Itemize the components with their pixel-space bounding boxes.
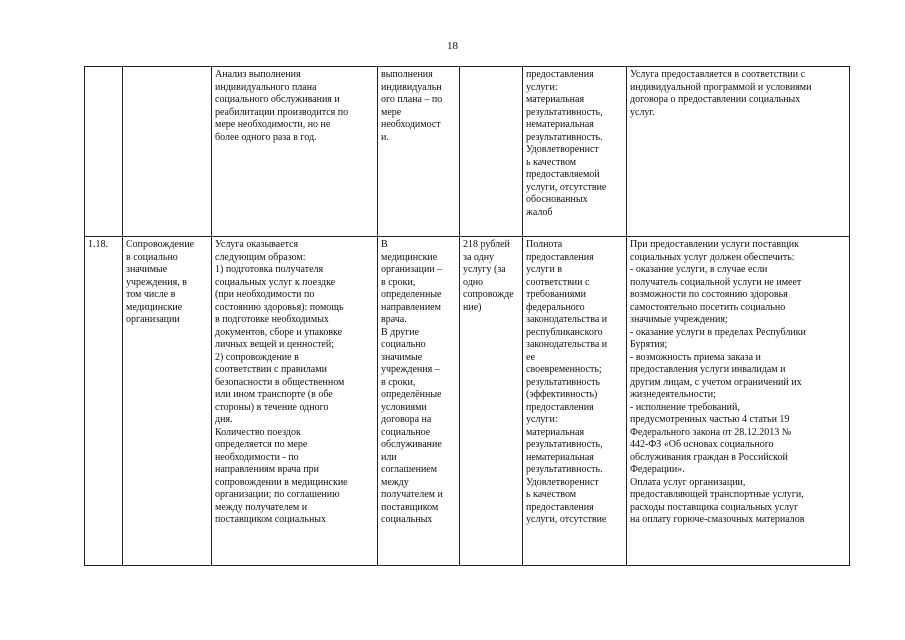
- text-line: стороны) в течение одного: [215, 401, 329, 413]
- text-line: законодательства и: [526, 314, 608, 325]
- text-line: результативность: [526, 376, 601, 388]
- text-line: в социально: [126, 251, 178, 263]
- text-line: выполнения: [381, 69, 433, 80]
- text-line: В: [381, 239, 388, 250]
- services-table: [84, 66, 850, 566]
- text-line: социально: [381, 339, 426, 350]
- text-line: реабилитации производится по: [215, 106, 349, 118]
- text-line: определённые: [381, 389, 442, 400]
- cell-description: [212, 237, 378, 566]
- text-line: за одну: [463, 251, 495, 263]
- text-line: Оплата услуг организации,: [630, 476, 746, 488]
- text-line: обслуживания граждан в Российской: [630, 451, 788, 463]
- text-line: между: [381, 476, 409, 488]
- text-line: жалоб: [526, 206, 553, 218]
- text-line: ь качеством: [526, 489, 577, 500]
- text-line: Анализ выполнения: [215, 69, 301, 80]
- cell-num: [85, 67, 123, 237]
- text-line: медицинские: [126, 301, 183, 313]
- text-line: предоставляющей транспортные услуги,: [630, 489, 804, 500]
- text-line: Сопровождение: [126, 239, 195, 250]
- text-line: республиканского: [526, 326, 603, 338]
- text-line: федерального: [526, 301, 585, 313]
- text-line: ние): [463, 301, 482, 313]
- text-line: соглашением: [381, 464, 438, 475]
- text-line: При предоставлении услуги поставщик: [630, 239, 799, 250]
- text-line: - исполнение требований,: [630, 401, 740, 413]
- cell-conditions: [627, 237, 850, 566]
- text-line: услуги, отсутствие: [526, 514, 607, 525]
- text-line: ого плана – по: [381, 94, 443, 105]
- cell-quality: [523, 67, 627, 237]
- text-line: своевременность;: [526, 364, 602, 375]
- text-line: учреждения, в: [126, 276, 187, 288]
- text-line: договора на: [381, 414, 432, 425]
- text-line: или ином транспорте (в обе: [215, 389, 333, 400]
- cell-quality: [523, 237, 627, 566]
- cell-tariff: [460, 67, 523, 237]
- text-line: Услуга предоставляется в соответствии с: [630, 69, 806, 80]
- text-line: требованиями: [526, 289, 587, 300]
- text-line: В другие: [381, 326, 420, 338]
- text-line: - оказание услуги, в случае если: [630, 264, 768, 275]
- text-line: услуг.: [630, 106, 655, 118]
- text-line: состоянию здоровья): помощь: [215, 301, 344, 313]
- text-line: предоставления: [526, 69, 594, 80]
- text-line: услуги:: [526, 81, 558, 93]
- text-line: законодательства и: [526, 339, 608, 350]
- text-line: одно: [463, 276, 484, 288]
- text-line: обслуживание: [381, 439, 442, 450]
- text-line: безопасности в общественном: [215, 376, 345, 388]
- text-line: социальное: [381, 426, 431, 438]
- table-row: [85, 67, 850, 237]
- text-line: результативность,: [526, 106, 603, 118]
- text-line: Услуга оказывается: [215, 239, 299, 250]
- text-line: договора о предоставлении социальных: [630, 94, 801, 105]
- text-line: поставщиком: [381, 501, 439, 513]
- text-line: Количество поездок: [215, 426, 301, 438]
- text-line: документов, сборе и упаковке: [215, 326, 343, 338]
- text-line: предоставления: [526, 501, 594, 513]
- text-line: организации; по соглашению: [215, 489, 340, 500]
- text-line: 2) сопровождение в: [215, 351, 299, 363]
- text-line: условиями: [381, 401, 427, 413]
- text-line: организации –: [381, 264, 443, 275]
- text-line: предоставления: [526, 401, 594, 413]
- text-line: организации: [126, 314, 180, 325]
- text-line: услуги, отсутствие: [526, 181, 607, 193]
- text-line: - оказание услуги в пределах Республики: [630, 326, 806, 338]
- text-line: поставщиком социальных: [215, 514, 327, 525]
- text-line: Полнота: [526, 239, 563, 250]
- text-line: результативность.: [526, 464, 603, 475]
- cell-tariff: [460, 237, 523, 566]
- cell-num: [85, 237, 123, 566]
- text-line: материальная: [526, 94, 585, 105]
- text-line: Федерального закона от 28.12.2013 №: [630, 426, 792, 438]
- text-line: обоснованных: [526, 194, 588, 205]
- text-line: в сроки,: [381, 276, 416, 288]
- text-line: предоставления: [526, 251, 594, 263]
- text-line: социального обслуживания и: [215, 94, 340, 105]
- text-line: учреждения –: [381, 364, 440, 375]
- text-line: расходы поставщика социальных услуг: [630, 501, 799, 513]
- text-line: определенные: [381, 289, 442, 300]
- text-line: значимые учреждения;: [630, 314, 728, 325]
- text-line: медицинские: [381, 251, 438, 263]
- text-line: необходимости - по: [215, 451, 299, 463]
- text-line: следующим образом:: [215, 251, 306, 263]
- text-line: сопровожде: [463, 289, 514, 300]
- cell-service: [123, 67, 212, 237]
- text-line: сопровождении в медицинские: [215, 476, 348, 488]
- text-line: 1.18.: [88, 239, 108, 250]
- text-line: получатель социальной услуги не имеет: [630, 276, 802, 288]
- text-line: (эффективность): [526, 389, 598, 400]
- text-line: направлением: [381, 301, 441, 313]
- text-line: значимые: [126, 264, 168, 275]
- text-line: значимые: [381, 351, 423, 363]
- text-line: возможности по состоянию здоровья: [630, 289, 788, 300]
- text-line: ь качеством: [526, 156, 577, 168]
- text-line: мере: [381, 106, 402, 118]
- text-line: услугу (за: [463, 264, 506, 275]
- text-line: другим лицам, с учетом ограничений их: [630, 376, 802, 388]
- text-line: получателем и: [381, 489, 443, 500]
- text-line: индивидуальной программой и условиями: [630, 81, 812, 93]
- page-number: 18: [447, 40, 458, 52]
- cell-conditions: [627, 67, 850, 237]
- text-line: соответствии с правилами: [215, 364, 327, 375]
- text-line: услуги в: [526, 264, 563, 275]
- text-line: Федерации».: [630, 464, 685, 475]
- text-line: Бурятия;: [630, 339, 668, 350]
- text-line: нематериальная: [526, 119, 594, 130]
- text-line: в подготовке необходимых: [215, 314, 329, 325]
- text-line: определяется по мере: [215, 439, 308, 450]
- text-line: 442-ФЗ «Об основах социального: [630, 439, 774, 450]
- text-line: предусмотренных частью 4 статьи 19: [630, 414, 790, 425]
- text-line: мере необходимости, но не: [215, 119, 331, 130]
- text-line: 1) подготовка получателя: [215, 264, 324, 275]
- cell-terms: [378, 67, 460, 237]
- text-line: - возможность приема заказа и: [630, 351, 761, 363]
- text-line: материальная: [526, 426, 585, 438]
- text-line: дня.: [215, 414, 233, 425]
- text-line: предоставления услуги инвалидам и: [630, 364, 786, 375]
- text-line: направлениям врача при: [215, 464, 320, 475]
- text-line: ее: [526, 351, 535, 363]
- text-line: том числе в: [126, 289, 176, 300]
- text-line: (при необходимости по: [215, 289, 315, 300]
- text-line: и.: [381, 131, 389, 143]
- text-line: социальных услуг к поездке: [215, 276, 336, 288]
- text-line: нематериальная: [526, 451, 594, 463]
- text-line: Удовлетвореннст: [526, 476, 599, 488]
- text-line: Удовлетвореннст: [526, 144, 599, 155]
- text-line: социальных: [381, 514, 433, 525]
- text-line: результативность.: [526, 131, 603, 143]
- cell-description: [212, 67, 378, 237]
- text-line: 218 рублей: [463, 239, 510, 250]
- text-line: необходимост: [381, 119, 441, 130]
- text-line: в сроки,: [381, 376, 416, 388]
- text-line: врача.: [381, 314, 407, 325]
- cell-service: [123, 237, 212, 566]
- text-line: индивидуальн: [381, 81, 442, 93]
- cell-terms: [378, 237, 460, 566]
- table-row: [85, 237, 850, 566]
- text-line: социальных услуг должен обеспечить:: [630, 251, 795, 263]
- text-line: более одного раза в год.: [215, 131, 317, 143]
- text-line: предоставляемой: [526, 169, 600, 180]
- text-line: самостоятельно посетить социально: [630, 301, 786, 313]
- text-line: между получателем и: [215, 501, 308, 513]
- text-line: услуги:: [526, 414, 558, 425]
- text-line: или: [381, 451, 397, 463]
- text-line: соответствии с: [526, 276, 590, 288]
- text-line: жизнедеятельности;: [630, 389, 716, 400]
- text-line: на оплату горюче-смазочных материалов: [630, 514, 805, 525]
- text-line: индивидуального плана: [215, 81, 317, 93]
- text-line: личных вещей и ценностей;: [215, 339, 335, 350]
- text-line: результативность,: [526, 439, 603, 450]
